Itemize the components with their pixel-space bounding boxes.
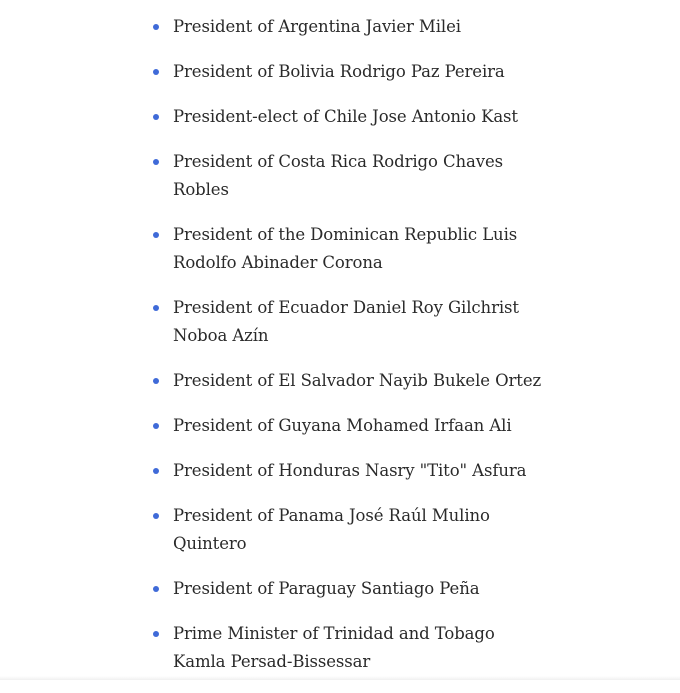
list-item-text: Prime Minister of Trinidad and Tobago Kamla Persad-Bissessar bbox=[173, 624, 495, 671]
list-item bbox=[152, 575, 542, 603]
list-item-text: President of Paraguay Santiago Peña bbox=[173, 579, 480, 598]
bottom-edge-shadow bbox=[0, 676, 680, 680]
list-item-text: President of Honduras Nasry "Tito" Asfura bbox=[173, 461, 527, 480]
list-item bbox=[152, 58, 542, 86]
list-item bbox=[152, 367, 542, 395]
bullet-icon bbox=[153, 378, 159, 384]
bullet-icon bbox=[153, 586, 159, 592]
bullet-icon bbox=[153, 24, 159, 30]
list-item-text: President of the Dominican Republic Luis Rodolfo Abinader Corona bbox=[173, 225, 518, 272]
list-item-text: President of El Salvador Nayib Bukele Ortez bbox=[173, 371, 542, 390]
bullet-icon bbox=[153, 69, 159, 75]
bullet-icon bbox=[153, 513, 159, 519]
list-item bbox=[152, 620, 542, 676]
list-item-text: President of Guyana Mohamed Irfaan Ali bbox=[173, 416, 512, 435]
list-item-text: President of Ecuador Daniel Roy Gilchrist Noboa Azín bbox=[173, 298, 519, 345]
bullet-icon bbox=[153, 159, 159, 165]
list-item-text: President of Argentina Javier Milei bbox=[173, 17, 461, 36]
bullet-icon bbox=[153, 114, 159, 120]
list-item bbox=[152, 221, 542, 277]
list-item bbox=[152, 412, 542, 440]
list-item-text: President of Costa Rica Rodrigo Chaves Robles bbox=[173, 152, 504, 199]
list-item bbox=[152, 148, 542, 204]
bullet-icon bbox=[153, 631, 159, 637]
bullet-icon bbox=[153, 305, 159, 311]
list-item-text: President-elect of Chile Jose Antonio Kast bbox=[173, 107, 518, 126]
list-item bbox=[152, 294, 542, 350]
bullet-icon bbox=[153, 423, 159, 429]
list-item bbox=[152, 103, 542, 131]
bullet-icon bbox=[153, 468, 159, 474]
leaders-list bbox=[152, 13, 542, 693]
list-item bbox=[152, 13, 542, 41]
list-item bbox=[152, 502, 542, 558]
bullet-icon bbox=[153, 232, 159, 238]
list-item-text: President of Panama José Raúl Mulino Quintero bbox=[173, 506, 490, 553]
list-item-text: President of Bolivia Rodrigo Paz Pereira bbox=[173, 62, 505, 81]
list-item bbox=[152, 457, 542, 485]
